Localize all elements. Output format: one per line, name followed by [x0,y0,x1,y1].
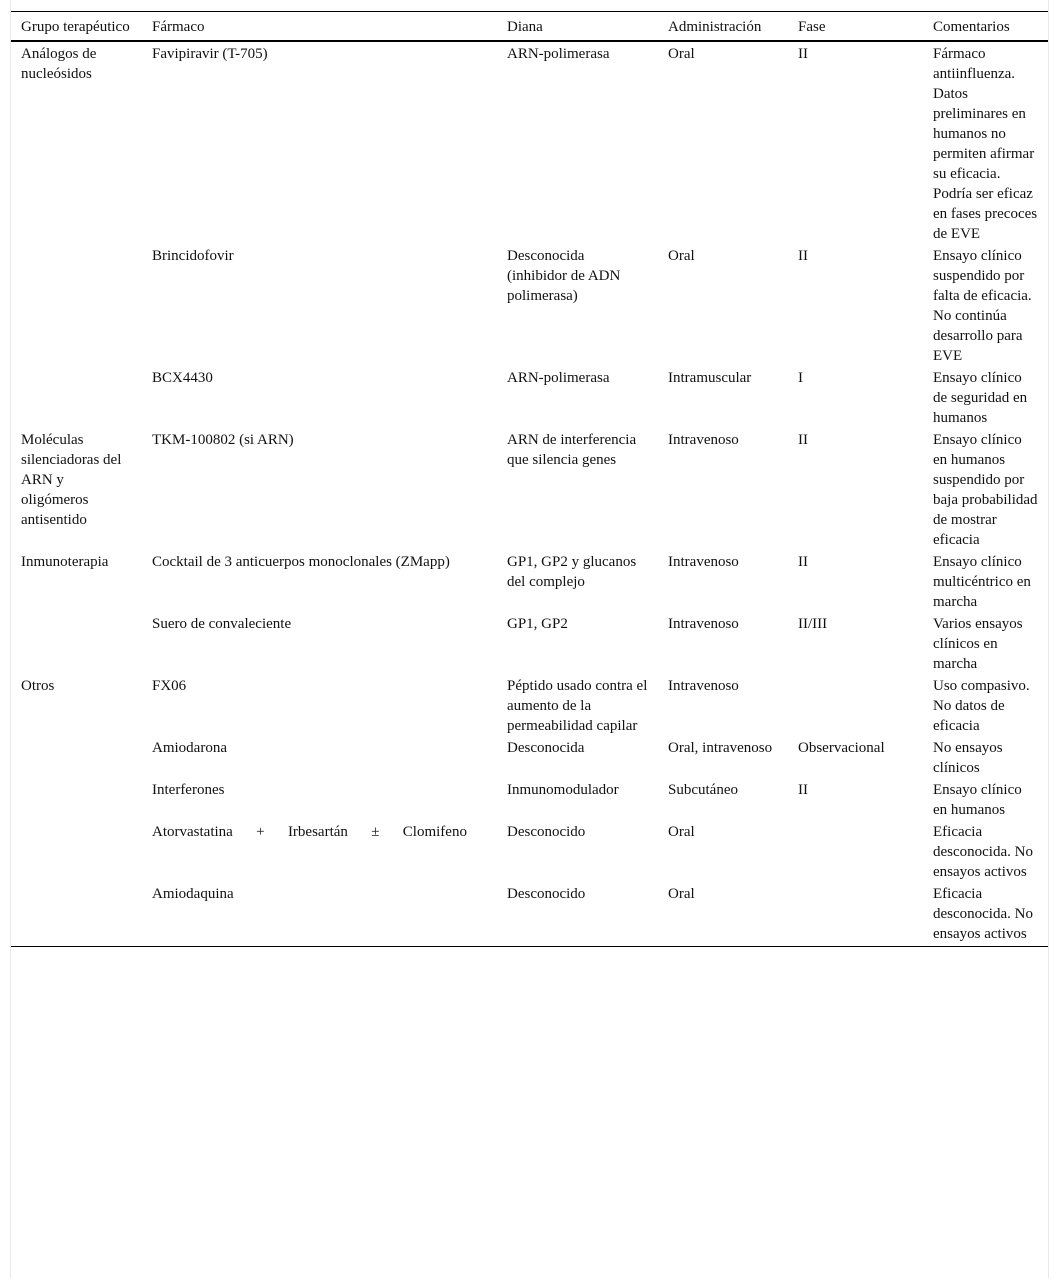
drug-part: Atorvastatina [152,824,233,840]
table-row [11,614,1048,676]
cell-group [11,368,142,430]
table-row [11,430,1048,552]
cell-comments: Fármaco antiinfluenza. Datos preliminares en humanos no permiten afirmar su eficacia. Podría ser eficaz en fases precoces de EVE [933,46,1038,242]
cell-comments: Ensayo clínico de seguridad en humanos [933,370,1028,426]
drug-operator: + [256,824,265,840]
table-header-row [11,12,1048,42]
cell-target: Desconocido [507,824,586,840]
cell-target: Inmunomodulador [507,782,619,798]
drug-table [11,11,1048,947]
table-row [11,676,1048,738]
cell-target: GP1, GP2 [507,616,568,632]
cell-phase: II [798,554,808,570]
cell-drug: Amiodaquina [152,886,234,902]
table-row [11,780,1048,822]
cell-group [11,738,142,780]
cell-drug [142,822,497,884]
table-row [11,738,1048,780]
table-row [11,822,1048,884]
cell-route: Oral [668,824,695,840]
cell-phase [788,676,923,738]
cell-phase [788,822,923,884]
cell-drug: TKM-100802 (si ARN) [152,432,294,448]
cell-group: Inmunoterapia [21,554,109,570]
table-row [11,246,1048,368]
header-group: Grupo terapéutico [21,19,130,35]
cell-drug: BCX4430 [152,370,213,386]
cell-route: Intravenoso [668,678,739,694]
cell-route: Intravenoso [668,432,739,448]
cell-drug: Suero de convaleciente [152,616,292,632]
drug-part: Clomifeno [402,824,467,840]
cell-drug: Brincidofovir [152,248,234,264]
cell-phase: Observacional [798,740,885,756]
cell-phase: I [798,370,803,386]
cell-drug: Interferones [152,782,225,798]
cell-comments: Ensayo clínico en humanos [933,782,1022,818]
header-drug: Fármaco [152,19,205,35]
cell-comments: Uso compasivo. No datos de eficacia [933,678,1030,734]
cell-phase: II [798,782,808,798]
cell-target: ARN-polimerasa [507,46,610,62]
header-comments: Comentarios [933,19,1010,35]
cell-target: Desconocida (inhibidor de ADN polimerasa) [507,248,621,304]
cell-phase: II [798,248,808,264]
cell-target: Desconocida [507,740,585,756]
table-row [11,552,1048,614]
cell-comments: Eficacia desconocida. No ensayos activos [933,886,1033,942]
cell-comments: No ensayos clínicos [933,740,1003,776]
cell-drug: Cocktail de 3 anticuerpos monoclonales (ZMapp) [152,554,450,570]
cell-comments: Varios ensayos clínicos en marcha [933,616,1023,672]
cell-target: Péptido usado contra el aumento de la permeabilidad capilar [507,678,648,734]
cell-comments: Ensayo clínico multicéntrico en marcha [933,554,1031,610]
cell-comments: Ensayo clínico en humanos suspendido por baja probabilidad de mostrar eficacia [933,432,1038,548]
cell-route: Oral [668,46,695,62]
cell-target: GP1, GP2 y glucanos del complejo [507,554,637,590]
cell-drug: Amiodarona [152,740,227,756]
cell-phase [788,884,923,947]
cell-route: Oral [668,248,695,264]
cell-group [11,884,142,947]
cell-route: Intravenoso [668,554,739,570]
cell-comments: Eficacia desconocida. No ensayos activos [933,824,1033,880]
cell-group: Otros [21,678,55,694]
header-phase: Fase [798,19,826,35]
table-row [11,41,1048,246]
cell-drug: FX06 [152,678,187,694]
drug-combination [152,822,487,842]
cell-group [11,246,142,368]
cell-phase: II [798,46,808,62]
cell-route: Subcutáneo [668,782,738,798]
cell-group: Análogos de nucleósidos [21,46,97,82]
cell-group [11,822,142,884]
cell-phase: II/III [798,616,828,632]
cell-group [11,614,142,676]
header-route: Administración [668,19,762,35]
table-row [11,884,1048,947]
cell-target: Desconocido [507,886,586,902]
cell-target: ARN de interferencia que silencia genes [507,432,637,468]
cell-route: Oral, intravenoso [668,740,773,756]
cell-phase: II [798,432,808,448]
drug-operator: ± [371,824,380,840]
cell-drug: Favipiravir (T-705) [152,46,268,62]
cell-group [11,780,142,822]
cell-route: Oral [668,886,695,902]
cell-route: Intramuscular [668,370,752,386]
cell-group: Moléculas silenciadoras del ARN y oligómeros antisentido [21,432,122,528]
cell-route: Intravenoso [668,616,739,632]
header-target: Diana [507,19,543,35]
table-row [11,368,1048,430]
cell-target: ARN-polimerasa [507,370,610,386]
drug-part: Irbesartán [287,824,348,840]
cell-comments: Ensayo clínico suspendido por falta de eficacia. No continúa desarrollo para EVE [933,248,1032,364]
